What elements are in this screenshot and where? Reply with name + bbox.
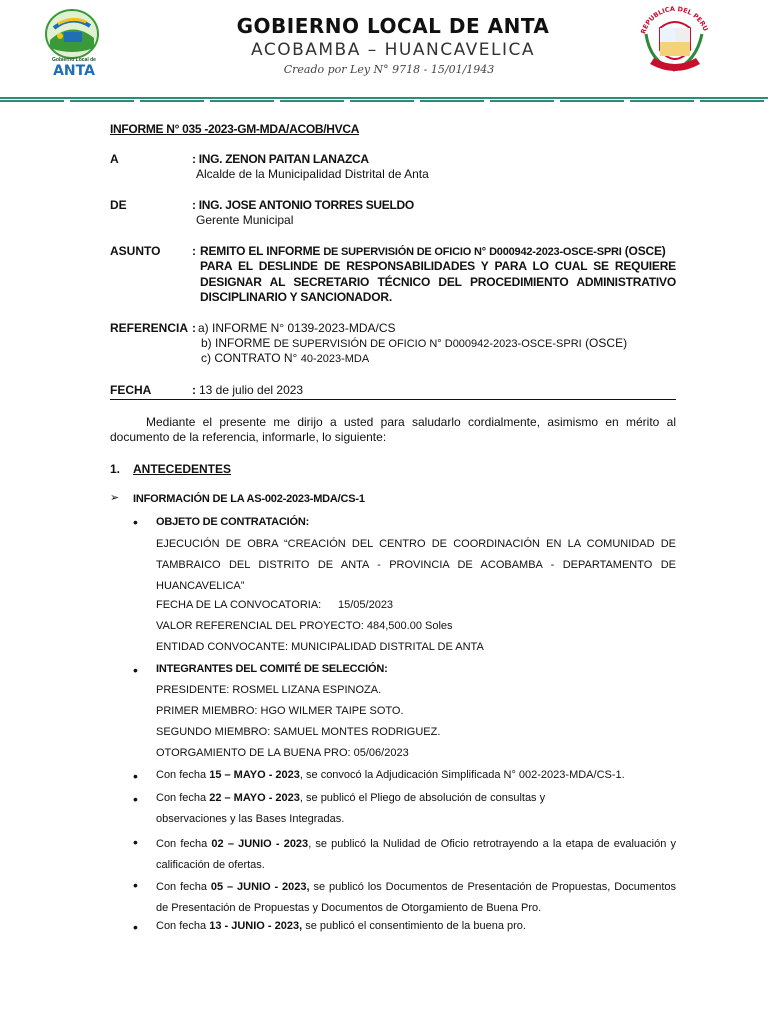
- objeto-text: EJECUCIÓN DE OBRA “CREACIÓN DEL CENTRO DE COORDINACIÓN EN LA COMUNIDAD DE TAMBRAICO DEL DISTRITO DE ANTA - PROVINCIA DE ACOBAMBA - DEPARTAMENTO DE HUANCAVELICA”: [156, 538, 676, 592]
- event-2: Con fecha 22 – MAYO - 2023, se publicó el Pliego de absolución de consultas y: [156, 792, 546, 804]
- ref-a: a) INFORME N° 0139-2023-MDA/CS: [198, 321, 396, 335]
- event-3: Con fecha 02 – JUNIO - 2023, se publicó la Nulidad de Oficio retrotrayendo a la etapa de evaluación y calificación de ofertas.: [156, 838, 676, 871]
- otorgamiento: OTORGAMIENTO DE LA BUENA PRO: 05/06/2023: [156, 747, 409, 759]
- fecha-convocatoria-value: 15/05/2023: [338, 599, 394, 611]
- logo-caption: Gobierno Local de: [52, 57, 96, 63]
- asunto-colon: :: [192, 244, 196, 258]
- bullet-icon: •: [133, 514, 138, 530]
- segundo-miembro: SEGUNDO MIEMBRO: SAMUEL MONTES RODRIGUEZ.: [156, 726, 441, 738]
- header-divider: [0, 97, 768, 99]
- a-role: Alcalde de la Municipalidad Distrital de Anta: [196, 167, 429, 181]
- peru-seal-logo: [636, 4, 714, 80]
- section-title: ANTECEDENTES: [133, 462, 232, 476]
- header-law: Creado por Ley N° 9718 - 15/01/1943: [283, 63, 495, 76]
- de-label: DE: [110, 198, 127, 212]
- fecha-colon: :: [192, 383, 196, 397]
- bullet-icon: •: [133, 662, 138, 678]
- bullet-icon: •: [133, 834, 138, 850]
- intro-paragraph: Mediante el presente me dirijo a usted para saludarlo cordialmente, asimismo en mérito al documento de la referencia, informarle, lo siguiente:: [110, 415, 676, 444]
- info-title: INFORMACIÓN DE LA AS-002-2023-MDA/CS-1: [133, 493, 365, 505]
- objeto-title: OBJETO DE CONTRATACIÓN:: [156, 516, 310, 528]
- fecha-label: FECHA: [110, 383, 152, 397]
- informe-number: INFORME N° 035 -2023-GM-MDA/ACOB/HVCA: [110, 122, 360, 136]
- fecha-convocatoria-label: FECHA DE LA CONVOCATORIA:: [156, 599, 322, 611]
- header-subtitle: ACOBAMBA – HUANCAVELICA: [251, 40, 535, 60]
- bullet-icon: •: [133, 768, 138, 784]
- header-divider-dashed: [0, 100, 768, 102]
- referencia-colon: :: [192, 321, 196, 335]
- de-name: : ING. JOSE ANTONIO TORRES SUELDO: [192, 198, 414, 212]
- memo-divider: [110, 399, 676, 400]
- primer-miembro: PRIMER MIEMBRO: HGO WILMER TAIPE SOTO.: [156, 705, 404, 717]
- asunto-body: PARA EL DESLINDE DE RESPONSABILIDADES Y PARA LO CUAL SE REQUIERE DESIGNAR AL SECRETARIO TÉCNICO DEL PROCEDIMIENTO ADMINISTRATIVO DISCIPLINARIO Y SANCIONADOR.: [200, 259, 676, 304]
- section-number: 1.: [110, 462, 121, 476]
- ref-b: b) INFORME DE SUPERVISIÓN DE OFICIO N° D000942-2023-OSCE-SPRI (OSCE): [201, 336, 628, 350]
- arrow-icon: ➢: [110, 492, 120, 504]
- bullet-icon: •: [133, 919, 138, 935]
- entidad-convocante: ENTIDAD CONVOCANTE: MUNICIPALIDAD DISTRITAL DE ANTA: [156, 641, 484, 653]
- presidente: PRESIDENTE: ROSMEL LIZANA ESPINOZA.: [156, 684, 382, 696]
- bullet-icon: •: [133, 877, 138, 893]
- seal-text: REPUBLICA DEL PERU: [639, 4, 710, 35]
- ref-c: c) CONTRATO N° 40-2023-MDA: [201, 351, 370, 365]
- fecha-value: 13 de julio del 2023: [199, 383, 304, 397]
- de-role: Gerente Municipal: [196, 213, 294, 227]
- asunto-line-1: REMITO EL INFORME DE SUPERVISIÓN DE OFICIO N° D000942-2023-OSCE-SPRI (OSCE): [200, 244, 666, 258]
- event-1: Con fecha 15 – MAYO - 2023, se convocó la Adjudicación Simplificada N° 002-2023-MDA/CS-1.: [156, 769, 625, 781]
- referencia-label: REFERENCIA: [110, 321, 189, 335]
- integrantes-title: INTEGRANTES DEL COMITÉ DE SELECCIÓN:: [156, 663, 388, 675]
- event-5: Con fecha 13 - JUNIO - 2023, se publicó el consentimiento de la buena pro.: [156, 920, 526, 932]
- a-label: A: [110, 152, 119, 166]
- valor-referencial: VALOR REFERENCIAL DEL PROYECTO: 484,500.00 Soles: [156, 620, 453, 632]
- asunto-label: ASUNTO: [110, 244, 161, 258]
- a-name: : ING. ZENON PAITAN LANAZCA: [192, 152, 369, 166]
- logo-caption-anta: ANTA: [53, 63, 95, 79]
- bullet-icon: •: [133, 791, 138, 807]
- header-title: GOBIERNO LOCAL DE ANTA: [236, 14, 550, 38]
- event-4: Con fecha 05 – JUNIO - 2023, se publicó los Documentos de Presentación de Propuestas, Documentos de Presentación de Propuestas y Documentos de Otorgamiento de Buena Pro.: [156, 881, 676, 914]
- event-2-cont: observaciones y las Bases Integradas.: [156, 813, 345, 825]
